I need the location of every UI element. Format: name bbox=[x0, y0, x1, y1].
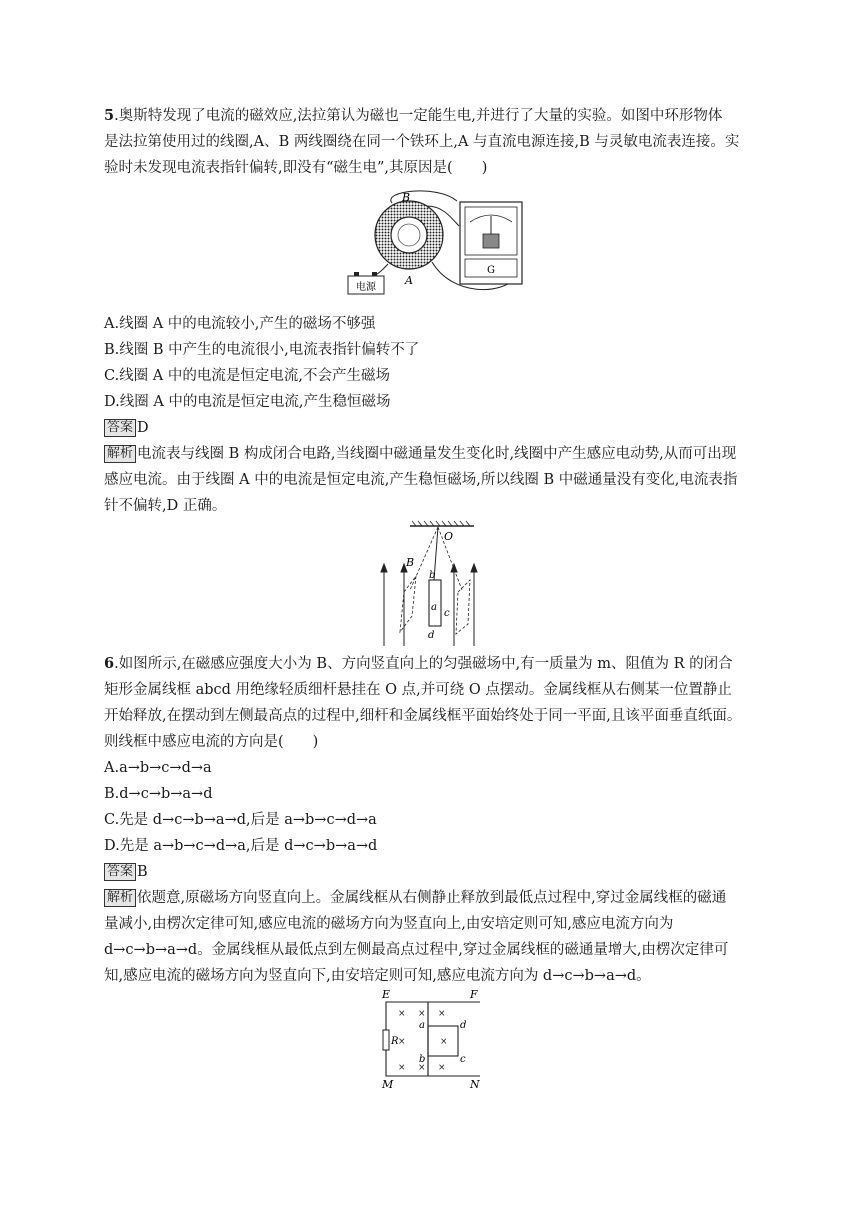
q6-analysis-line-2: 量减小,由楞次定律可知,感应电流的磁场方向为竖直向上,由安培定则可知,感应电流方向为 bbox=[104, 916, 674, 932]
label-b: b bbox=[419, 1054, 426, 1065]
q6-analysis-line-4: 知,感应电流的磁场方向为竖直向下,由安培定则可知,感应电流方向为 d→c→b→a→d。 bbox=[104, 968, 651, 984]
label-e: E bbox=[382, 988, 391, 1001]
label-b-field: B bbox=[406, 556, 415, 569]
svg-text:×: × bbox=[438, 1063, 446, 1073]
label-c: c bbox=[444, 608, 450, 619]
q6-analysis-line-1: 解析 依题意,原磁场方向竖直向上。金属线框从右侧静止释放到最低点过程中,穿过金属线框的磁通 bbox=[104, 888, 726, 908]
svg-text:×: × bbox=[398, 1037, 406, 1047]
svg-text:×: × bbox=[438, 1009, 446, 1019]
q5-stem-line-2: 是法拉第使用过的线圈,A、B 两线圈绕在同一个铁环上,A 与直流电源连接,B 与灵敏电流表连接。实 bbox=[104, 134, 740, 150]
label-b: b bbox=[429, 570, 436, 581]
q5-analysis-line-3: 针不偏转,D 正确。 bbox=[104, 498, 227, 514]
label-d: d bbox=[460, 1020, 467, 1031]
label-d: d bbox=[428, 630, 435, 641]
q5-stem-line-1: 5.奥斯特发现了电流的磁效应,法拉第认为磁也一定能生电,并进行了大量的实验。如图中环形物体 bbox=[104, 107, 723, 124]
q6-answer: 答案 B bbox=[104, 862, 148, 882]
answer-tag: 答案 bbox=[104, 419, 136, 437]
q6-option-a: A.a→b→c→d→a bbox=[104, 760, 212, 776]
q5-option-a: A.线圈 A 中的电流较小,产生的磁场不够强 bbox=[104, 316, 376, 332]
q6-option-d: D.先是 a→b→c→d→a,后是 d→c→b→a→d bbox=[104, 838, 378, 854]
label-f: F bbox=[470, 988, 478, 1001]
q6-analysis-line-3: d→c→b→a→d。金属线框从最低点到左侧最高点过程中,穿过金属线框的磁通量增大,由楞次定律可 bbox=[104, 942, 729, 958]
label-o: O bbox=[444, 530, 454, 543]
label-b: B bbox=[402, 191, 411, 204]
label-m: M bbox=[382, 1078, 394, 1091]
svg-text:×: × bbox=[418, 1009, 426, 1019]
resistor bbox=[383, 1030, 389, 1050]
answer-tag: 答案 bbox=[104, 863, 136, 881]
q5-answer: 答案 D bbox=[104, 418, 149, 438]
analysis-tag: 解析 bbox=[104, 889, 136, 907]
q5-option-b: B.线圈 B 中产生的电流很小,电流表指针偏转不了 bbox=[104, 342, 420, 358]
q6-option-c: C.先是 d→c→b→a→d,后是 a→b→c→d→a bbox=[104, 812, 377, 828]
q6-option-b: B.d→c→b→a→d bbox=[104, 786, 213, 802]
label-a: A bbox=[405, 274, 413, 287]
label-a: a bbox=[431, 602, 437, 613]
analysis-tag: 解析 bbox=[104, 445, 136, 463]
field-crosses bbox=[398, 1009, 448, 1073]
q5-coil-figure bbox=[342, 186, 526, 300]
svg-text:×: × bbox=[418, 1063, 426, 1073]
label-c: c bbox=[460, 1054, 466, 1065]
label-a: a bbox=[419, 1020, 425, 1031]
label-n: N bbox=[470, 1078, 480, 1091]
svg-text:×: × bbox=[398, 1063, 406, 1073]
q5-analysis-line-2: 感应电流。由于线圈 A 中的电流是恒定电流,产生稳恒磁场,所以线圈 B 中磁通量没有变化,电流表指 bbox=[104, 472, 738, 488]
q5-option-d: D.线圈 A 中的电流是恒定电流,产生稳恒磁场 bbox=[104, 394, 391, 410]
label-r: R bbox=[391, 1036, 399, 1047]
q6-stem-line-3: 开始释放,在摆动到左侧最高点的过程中,细杆和金属线框平面始终处于同一平面,且该平面垂直纸面。 bbox=[104, 708, 742, 724]
q6-stem-line-2: 矩形金属线框 abcd 用绝缘轻质细杆悬挂在 O 点,并可绕 O 点摆动。金属线框从右侧某一位置静止 bbox=[104, 682, 732, 698]
q5-option-c: C.线圈 A 中的电流是恒定电流,不会产生磁场 bbox=[104, 368, 390, 384]
q5-number: 5 bbox=[104, 107, 115, 124]
label-power: 电源 bbox=[356, 282, 376, 293]
svg-text:×: × bbox=[398, 1009, 406, 1019]
label-g: G bbox=[487, 265, 495, 276]
q5-analysis-line-1: 解析 电流表与线圈 B 构成闭合电路,当线圈中磁通量发生变化时,线圈中产生感应电动势,从而可出现 bbox=[104, 444, 736, 464]
q5-stem-line-3: 验时未发现电流表指针偏转,即没有“磁生电”,其原因是( ) bbox=[104, 160, 488, 176]
rail-circuit-figure bbox=[376, 986, 486, 1092]
svg-text:×: × bbox=[440, 1037, 448, 1047]
q6-pendulum-figure bbox=[374, 520, 494, 648]
q6-number: 6 bbox=[104, 655, 115, 672]
q6-stem-line-1: 6.如图所示,在磁感应强度大小为 B、方向竖直向上的匀强磁场中,有一质量为 m、阻值为 R 的闭合 bbox=[104, 655, 733, 672]
q6-stem-line-4: 则线框中感应电流的方向是( ) bbox=[104, 734, 319, 750]
